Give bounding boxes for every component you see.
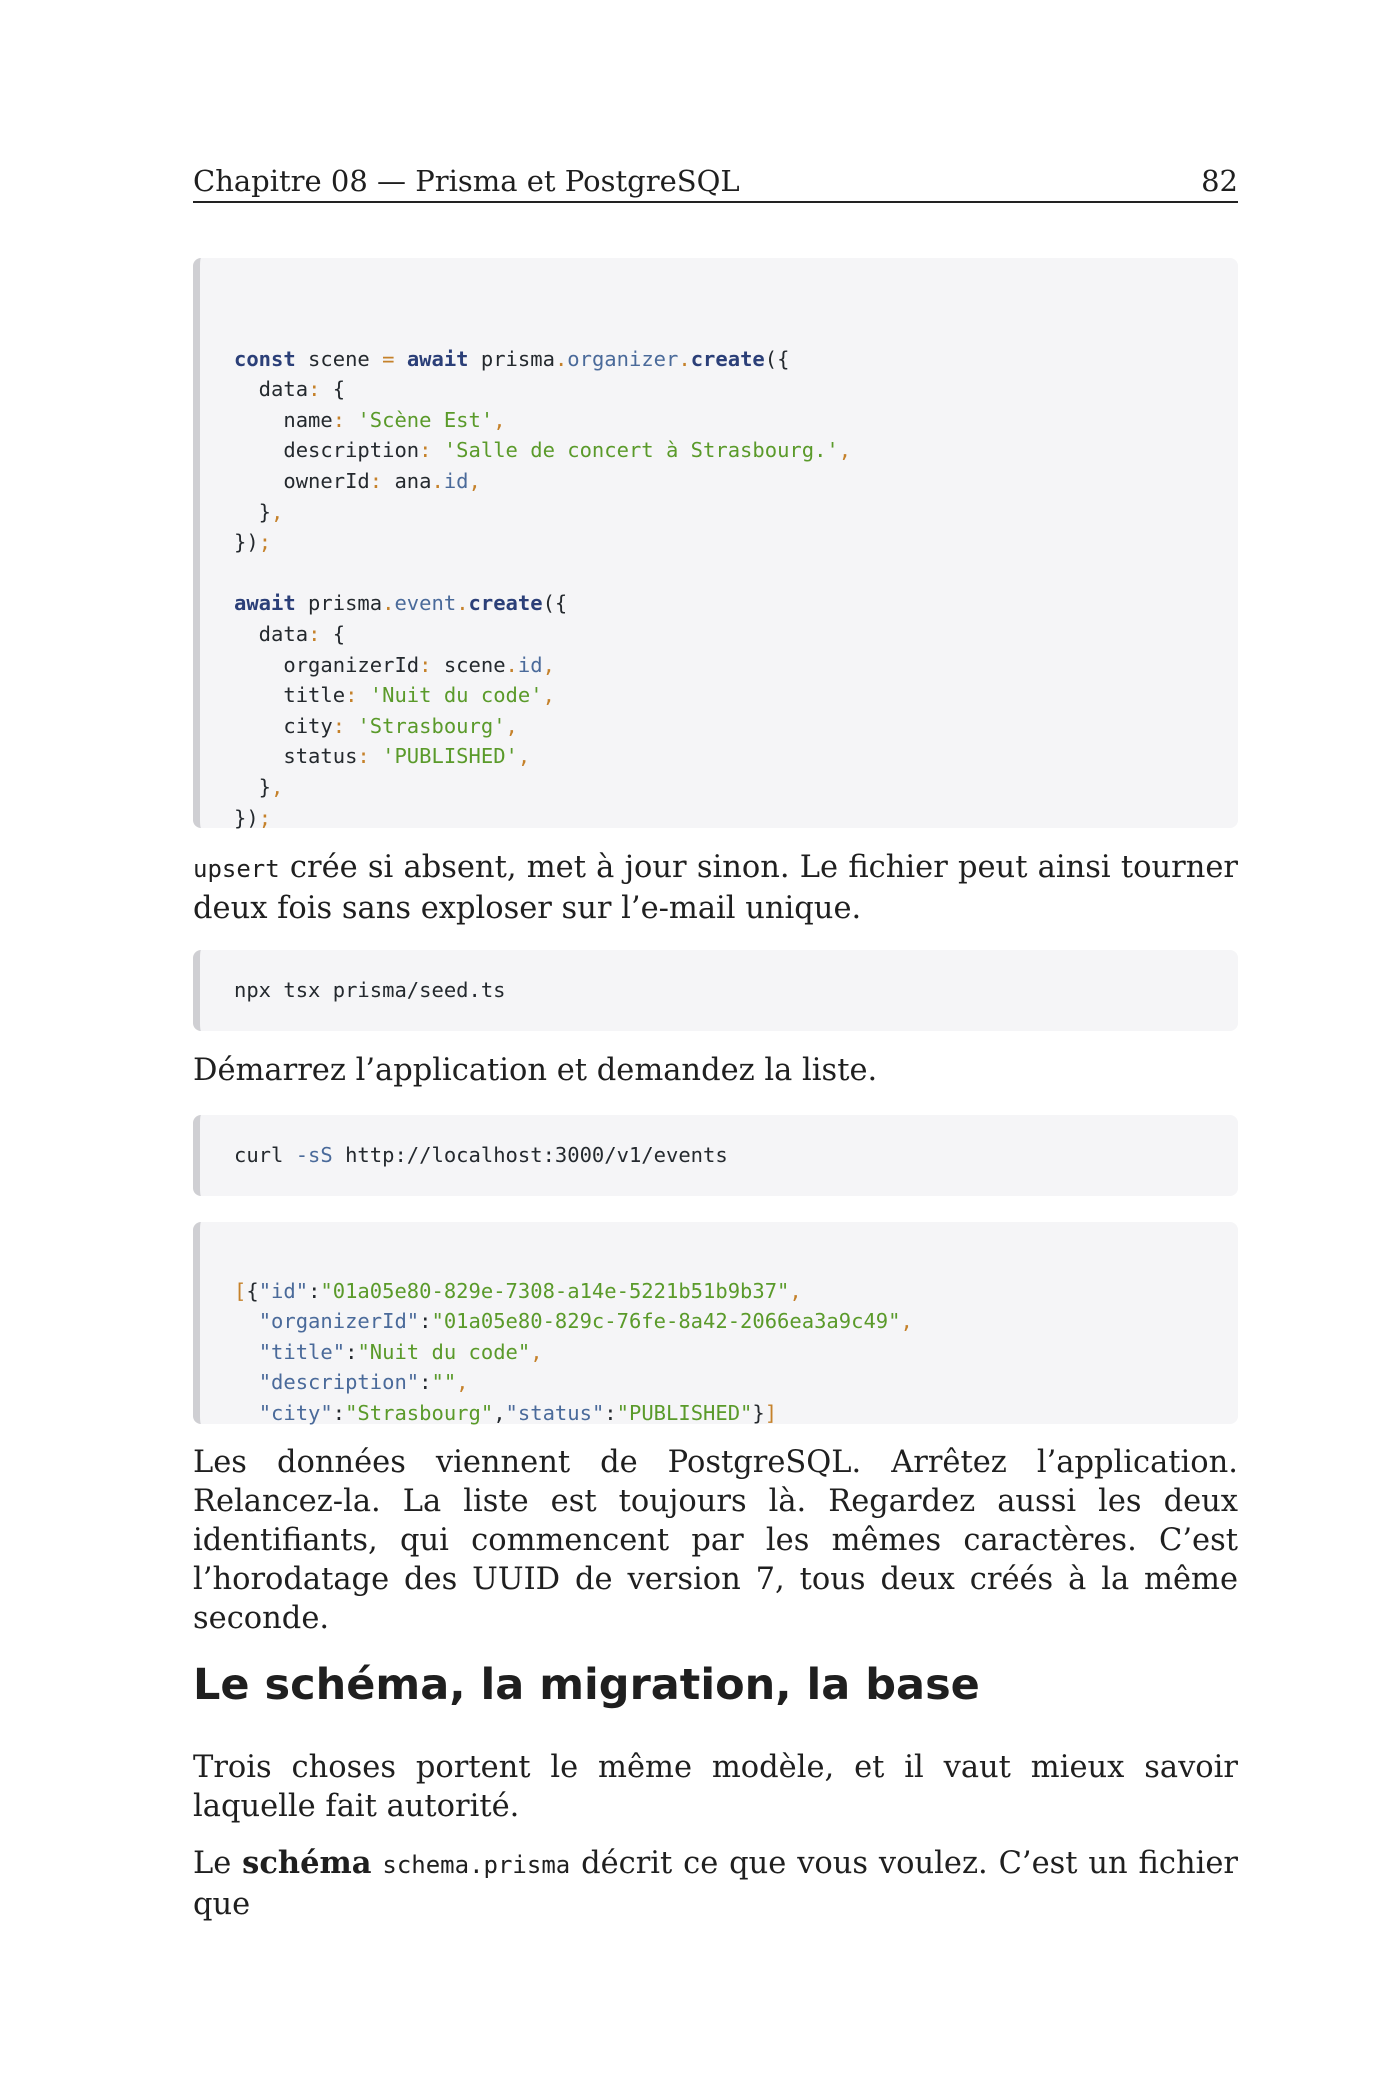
code-block-json-output [193, 1222, 1238, 1424]
code-block-curl [193, 1115, 1238, 1196]
code-line: "description":"", [258, 1370, 469, 1395]
code-line: description: 'Salle de concert à Strasbourg.', [234, 438, 852, 463]
paragraph-text: décrit ce que vous voulez. C’est un fichier que [193, 1846, 1238, 1922]
code-line: [{"id":"01a05e80-829e-7308-a14e-5221b51b9b37", [234, 1278, 802, 1303]
running-head [193, 163, 1238, 203]
paragraph-upsert [193, 848, 1238, 928]
paragraph-schema [193, 1844, 1238, 1924]
shell-command: npx tsx prisma/seed.ts [234, 978, 506, 1002]
code-line: name: 'Scène Est', [234, 407, 506, 432]
code-line: status: 'PUBLISHED', [234, 744, 531, 769]
paragraph-prefix: Le [193, 1846, 243, 1881]
inline-code: upsert [193, 855, 280, 883]
code-line: await prisma.event.create({ [234, 591, 568, 616]
curl-url: http://localhost:3000/v1/events [345, 1143, 728, 1167]
paragraph-postgres: Les données viennent de PostgreSQL. Arrêtez l’application. Relancez-la. La liste est toujours là. Regardez aussi les deux identifiants, qui commencent par les mêmes caractères. C’est l’horodatage des UUID de version 7, tous deux créés à la même seconde. [193, 1445, 1238, 1636]
code-block-seed-command [193, 950, 1238, 1031]
curl-command: curl [234, 1143, 284, 1167]
code-line: "title":"Nuit du code", [258, 1339, 543, 1364]
code-line: }); [234, 805, 272, 830]
code-line: organizerId: scene.id, [234, 652, 555, 677]
paragraph-three-things: Trois choses portent le même modèle, et il vaut mieux savoir laquelle fait autorité. [193, 1750, 1238, 1824]
curl-flag: -sS [295, 1143, 333, 1167]
code-line: city: 'Strasbourg', [234, 713, 518, 738]
bold-term: schéma [242, 1845, 372, 1881]
code-line: data: { [234, 621, 346, 646]
inline-code: schema.prisma [382, 1851, 571, 1879]
code-line: "city":"Strasbourg","status":"PUBLISHED"}] [258, 1400, 778, 1425]
code-line: }); [234, 530, 272, 555]
code-line: title: 'Nuit du code', [234, 683, 555, 708]
code-line: }, [234, 499, 284, 524]
code-line: data: { [234, 377, 346, 402]
code-line: "organizerId":"01a05e80-829c-76fe-8a42-2066ea3a9c49", [258, 1309, 913, 1334]
code-line: }, [234, 774, 284, 799]
code-block-seed-create [193, 258, 1238, 828]
page-number: 82 [1201, 164, 1238, 198]
code-line: const scene = await prisma.organizer.create({ [234, 346, 790, 371]
code-line: ownerId: ana.id, [234, 468, 481, 493]
paragraph-text: crée si absent, met à jour sinon. Le fichier peut ainsi tourner deux fois sans exploser sur l’e-mail unique. [193, 850, 1238, 926]
chapter-title: Chapitre 08 — Prisma et PostgreSQL [193, 164, 740, 198]
section-heading: Le schéma, la migration, la base [193, 1660, 980, 1710]
paragraph-start-app: Démarrez l’application et demandez la liste. [193, 1053, 878, 1088]
